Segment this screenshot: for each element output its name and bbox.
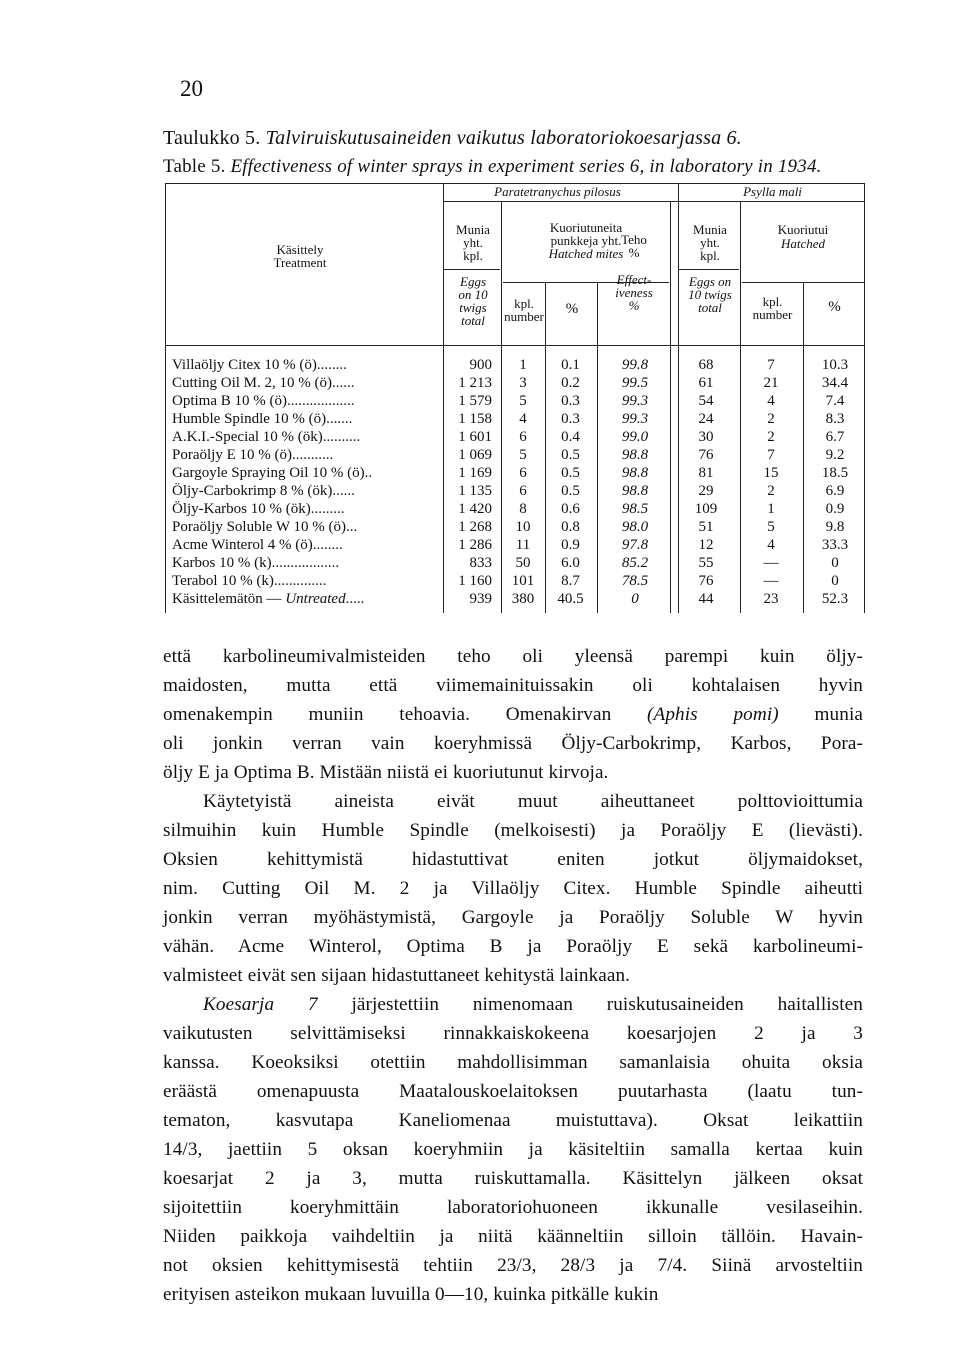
psylla-eggs-cell: 61 bbox=[698, 375, 714, 391]
header-hatched-fi: Kuoriutuneita punkkeja yht. bbox=[549, 220, 623, 248]
hatched-number-cell: 6 bbox=[519, 483, 527, 499]
effectiveness-cell: 85.2 bbox=[621, 555, 649, 571]
psylla-hatched-pct-cell: 6.9 bbox=[825, 483, 845, 499]
paragraph-1: että karbolineumivalmisteiden teho oli yleensä parempi kuin öljy- maidosten, mutta että viimemainituissakin oli kohtalaisen hyvin omenakempin muniin tehoavia. Omenakirvan (Aphis pomi) munia oli jonkin verran vain koeryhmissä Öljy-Carbokrimp, Karbos, Pora- öljy E ja Optima B. Mistään niistä ei kuoriutunut kirvoja. bbox=[163, 646, 863, 783]
eggs-cell: 1 158 bbox=[458, 411, 492, 427]
hatched-pct-cell: 0.5 bbox=[561, 465, 580, 481]
table-caption-english bbox=[163, 156, 822, 178]
eggs-cell: 1 160 bbox=[458, 573, 492, 589]
treatment-name: Terabol 10 % (k).............. bbox=[172, 573, 327, 589]
header-hatched2-en: Hatched bbox=[780, 236, 826, 251]
psylla-eggs-cell: 51 bbox=[698, 519, 714, 535]
hatched-number-cell: 6 bbox=[519, 465, 527, 481]
psylla-hatched-pct-cell: 52.3 bbox=[821, 591, 849, 607]
treatment-name: Gargoyle Spraying Oil 10 % (ö).. bbox=[172, 465, 373, 481]
eggs-cell: 833 bbox=[469, 555, 492, 571]
header-eggs2-fi: Munia yht. kpl. bbox=[693, 222, 727, 263]
header-eggs-fi: Munia yht. kpl. bbox=[456, 222, 490, 263]
treatment-name: A.K.I.-Special 10 % (ök).......... bbox=[172, 429, 361, 445]
table-row bbox=[165, 374, 865, 392]
hatched-number-cell: 50 bbox=[515, 555, 531, 571]
header-eggs2-en: Eggs on 10 twigs total bbox=[688, 274, 732, 315]
table-row bbox=[165, 446, 865, 464]
hatched-pct-cell: 0.5 bbox=[561, 447, 580, 463]
hatched-pct-cell: 0.3 bbox=[561, 393, 580, 409]
eggs-cell: 1 169 bbox=[458, 465, 492, 481]
treatment-name: Poraöljy E 10 % (ö)........... bbox=[172, 447, 334, 463]
header-eggs-en: Eggs on 10 twigs total bbox=[458, 274, 488, 328]
table-row bbox=[165, 356, 865, 374]
hatched-pct-cell: 0.3 bbox=[561, 411, 580, 427]
hatched-number-cell: 5 bbox=[519, 393, 527, 409]
psylla-eggs-cell: 76 bbox=[698, 573, 714, 589]
effectiveness-cell: 99.3 bbox=[621, 393, 649, 409]
psylla-hatched-pct-cell: 34.4 bbox=[821, 375, 849, 391]
header-hatched2-fi: Kuoriutui bbox=[777, 222, 829, 237]
header-kpl-number2: kpl. number bbox=[752, 294, 793, 322]
table-row bbox=[165, 518, 865, 536]
treatment-name: Optima B 10 % (ö).................. bbox=[172, 393, 355, 409]
header-pct: % bbox=[565, 301, 579, 317]
hatched-number-cell: 101 bbox=[511, 573, 535, 589]
header-psylla: Psylla mali bbox=[743, 184, 802, 199]
paragraph-2: Käytetyistä aineista eivät muut aiheuttaneet polttovioittumia silmuihin kuin Humble Spindle (melkoisesti) ja Poraöljy E (lievästi). Oksien kehittymistä hidastuttivat eniten jotkut öljymaidokset, nim. Cutting Oil M. 2 ja Villaöljy Citex. Humble Spindle aiheutti jonkin verran myöhästymistä, Gargoyle ja Poraöljy Soluble W hyvin vähän. Acme Winterol, Optima B ja Poraöljy E sekä karbolineumi- valmisteet eivät sen sijaan hidastuttaneet kehitystä lainkaan. bbox=[163, 791, 863, 986]
psylla-eggs-cell: 30 bbox=[698, 429, 714, 445]
hatched-number-cell: 380 bbox=[511, 591, 535, 607]
page-number: 20 bbox=[180, 76, 203, 101]
table-row bbox=[165, 590, 865, 608]
eggs-cell: 1 601 bbox=[458, 429, 492, 445]
treatment-name: Öljy-Karbos 10 % (ök)......... bbox=[172, 501, 345, 517]
hatched-number-cell: 10 bbox=[515, 519, 531, 535]
effectiveness-cell: 99.8 bbox=[621, 357, 649, 373]
header-teho-fi: Teho % bbox=[621, 232, 647, 260]
eggs-cell: 900 bbox=[469, 357, 492, 373]
psylla-hatched-pct-cell: 8.3 bbox=[825, 411, 845, 427]
hatched-number-cell: 5 bbox=[519, 447, 527, 463]
eggs-cell: 1 213 bbox=[458, 375, 492, 391]
hatched-number-cell: 3 bbox=[519, 375, 527, 391]
treatment-name: Poraöljy Soluble W 10 % (ö)... bbox=[172, 519, 358, 535]
eggs-cell: 939 bbox=[469, 591, 492, 607]
table-row bbox=[165, 482, 865, 500]
paragraph-3: Koesarja 7 järjestettiin nimenomaan ruiskutusaineiden haitallisten vaikutusten selvittämiseksi rinnakkaiskokeena koesarjojen 2 ja 3 kanssa. Koeoksiksi otettiin mahdollisimman samanlaisia ohuita oksia eräästä omenapuusta Maatalouskoelaitoksen puutarhasta (laatu tun- tematon, kasvutapa Kaneliomenaa muistuttava). Oksat leikattiin 14/3, jaettiin 5 oksan koeryhmiin ja käsiteltiin samalla kertaa kuin koesarjat 2 ja 3, mutta ruiskuttamalla. Käsittelyn jälkeen oksat sijoitettiin koeryhmittäin laboratoriohuoneen ikkunalle vesilaseihin. Niiden paikkoja vaihdeltiin ja niitä käänneltiin silloin tällöin. Havain- not oksien kehittymisestä tehtiin 23/3, 28/3 ja 7/4. Siinä arvosteltiin erityisen asteikon mukaan luvuilla 0—10, kuinka pitkälle kukin bbox=[163, 994, 863, 1305]
psylla-hatched-pct-cell: 0 bbox=[831, 573, 839, 589]
eggs-cell: 1 420 bbox=[458, 501, 492, 517]
psylla-hatched-pct-cell: 7.4 bbox=[825, 393, 845, 409]
header-kpl-number: kpl. number bbox=[504, 296, 544, 324]
hatched-number-cell: 1 bbox=[519, 357, 527, 373]
caption-title: Talviruiskutusaineiden vaikutus laboratoriokoesarjassa 6. bbox=[265, 127, 742, 149]
psylla-hatched-number-cell: — bbox=[763, 555, 779, 571]
hatched-pct-cell: 0.5 bbox=[561, 483, 580, 499]
treatment-name: Öljy-Carbokrimp 8 % (ök)...... bbox=[172, 483, 355, 499]
effectiveness-cell: 99.0 bbox=[621, 429, 649, 445]
psylla-eggs-cell: 76 bbox=[698, 447, 714, 463]
psylla-eggs-cell: 81 bbox=[698, 465, 714, 481]
psylla-hatched-pct-cell: 10.3 bbox=[821, 357, 849, 373]
hatched-number-cell: 8 bbox=[519, 501, 527, 517]
effectiveness-cell: 0 bbox=[631, 591, 639, 607]
psylla-hatched-number-cell: 7 bbox=[767, 357, 775, 373]
psylla-hatched-pct-cell: 0.9 bbox=[825, 501, 845, 517]
psylla-hatched-pct-cell: 9.8 bbox=[825, 519, 845, 535]
table-row bbox=[165, 410, 865, 428]
header-pct2: % bbox=[828, 299, 841, 315]
hatched-pct-cell: 0.4 bbox=[561, 429, 580, 445]
effectiveness-cell: 98.8 bbox=[621, 465, 649, 481]
psylla-hatched-pct-cell: 9.2 bbox=[825, 447, 845, 463]
psylla-eggs-cell: 55 bbox=[698, 555, 714, 571]
eggs-cell: 1 135 bbox=[458, 483, 492, 499]
header-hatched-en: Hatched mites bbox=[548, 246, 624, 261]
table-row bbox=[165, 554, 865, 572]
table-row bbox=[165, 572, 865, 590]
effectiveness-cell: 99.5 bbox=[621, 375, 649, 391]
psylla-hatched-number-cell: — bbox=[763, 573, 779, 589]
table-row bbox=[165, 500, 865, 518]
eggs-cell: 1 268 bbox=[458, 519, 492, 535]
eggs-cell: 1 579 bbox=[458, 393, 492, 409]
psylla-hatched-number-cell: 7 bbox=[767, 447, 775, 463]
psylla-hatched-number-cell: 2 bbox=[767, 429, 775, 445]
header-treatment: Käsittely Treatment bbox=[273, 242, 327, 270]
table-row bbox=[165, 536, 865, 554]
psylla-hatched-number-cell: 1 bbox=[767, 501, 775, 517]
table-row bbox=[165, 428, 865, 446]
hatched-number-cell: 11 bbox=[515, 537, 531, 553]
psylla-hatched-pct-cell: 0 bbox=[831, 555, 839, 571]
hatched-pct-cell: 0.8 bbox=[561, 519, 580, 535]
effectiveness-cell: 98.8 bbox=[621, 447, 649, 463]
table-row bbox=[165, 464, 865, 482]
psylla-hatched-number-cell: 23 bbox=[763, 591, 779, 607]
effectiveness-cell: 78.5 bbox=[621, 573, 649, 589]
psylla-eggs-cell: 54 bbox=[698, 393, 714, 409]
table-caption-finnish bbox=[163, 127, 742, 150]
treatment-name: Cutting Oil M. 2, 10 % (ö)...... bbox=[172, 375, 355, 391]
hatched-pct-cell: 0.9 bbox=[561, 537, 580, 553]
hatched-pct-cell: 6.0 bbox=[561, 555, 580, 571]
results-table bbox=[165, 183, 865, 613]
hatched-pct-cell: 8.7 bbox=[561, 573, 580, 589]
hatched-pct-cell: 0.6 bbox=[561, 501, 580, 517]
hatched-pct-cell: 40.5 bbox=[557, 591, 584, 607]
psylla-hatched-pct-cell: 18.5 bbox=[821, 465, 849, 481]
hatched-number-cell: 6 bbox=[519, 429, 527, 445]
psylla-hatched-number-cell: 4 bbox=[767, 537, 775, 553]
effectiveness-cell: 98.0 bbox=[621, 519, 649, 535]
eggs-cell: 1 286 bbox=[458, 537, 492, 553]
treatment-name: Villaöljy Citex 10 % (ö)........ bbox=[172, 357, 347, 373]
effectiveness-cell: 97.8 bbox=[621, 537, 649, 553]
eggs-cell: 1 069 bbox=[458, 447, 492, 463]
psylla-eggs-cell: 24 bbox=[698, 411, 714, 427]
psylla-eggs-cell: 109 bbox=[694, 501, 718, 517]
caption-title: Effectiveness of winter sprays in experiment series 6, in laboratory in 1934. bbox=[230, 156, 822, 177]
table-row bbox=[165, 392, 865, 410]
psylla-hatched-number-cell: 2 bbox=[767, 483, 775, 499]
psylla-hatched-pct-cell: 33.3 bbox=[821, 537, 849, 553]
psylla-hatched-pct-cell: 6.7 bbox=[825, 429, 845, 445]
treatment-name: Acme Winterol 4 % (ö)........ bbox=[172, 537, 343, 553]
hatched-number-cell: 4 bbox=[519, 411, 527, 427]
psylla-eggs-cell: 44 bbox=[698, 591, 714, 607]
treatment-name: Humble Spindle 10 % (ö)....... bbox=[172, 411, 353, 427]
psylla-hatched-number-cell: 5 bbox=[767, 519, 775, 535]
treatment-name: Karbos 10 % (k).................. bbox=[172, 555, 340, 571]
psylla-hatched-number-cell: 4 bbox=[767, 393, 775, 409]
psylla-eggs-cell: 68 bbox=[698, 357, 714, 373]
effectiveness-cell: 98.5 bbox=[621, 501, 649, 517]
psylla-hatched-number-cell: 2 bbox=[767, 411, 775, 427]
header-teho-en: Effect- iveness % bbox=[615, 272, 653, 313]
effectiveness-cell: 99.3 bbox=[621, 411, 649, 427]
header-paratetranychus: Paratetranychus pilosus bbox=[494, 184, 621, 199]
psylla-eggs-cell: 29 bbox=[698, 483, 714, 499]
psylla-eggs-cell: 12 bbox=[698, 537, 714, 553]
hatched-pct-cell: 0.2 bbox=[561, 375, 580, 391]
psylla-hatched-number-cell: 21 bbox=[763, 375, 779, 391]
effectiveness-cell: 98.8 bbox=[621, 483, 649, 499]
hatched-pct-cell: 0.1 bbox=[561, 357, 580, 373]
treatment-name: Käsittelemätön — Untreated..... bbox=[172, 591, 365, 607]
psylla-hatched-number-cell: 15 bbox=[763, 465, 779, 481]
caption-prefix: Table 5. bbox=[163, 156, 226, 177]
caption-prefix: Taulukko 5. bbox=[163, 127, 261, 149]
